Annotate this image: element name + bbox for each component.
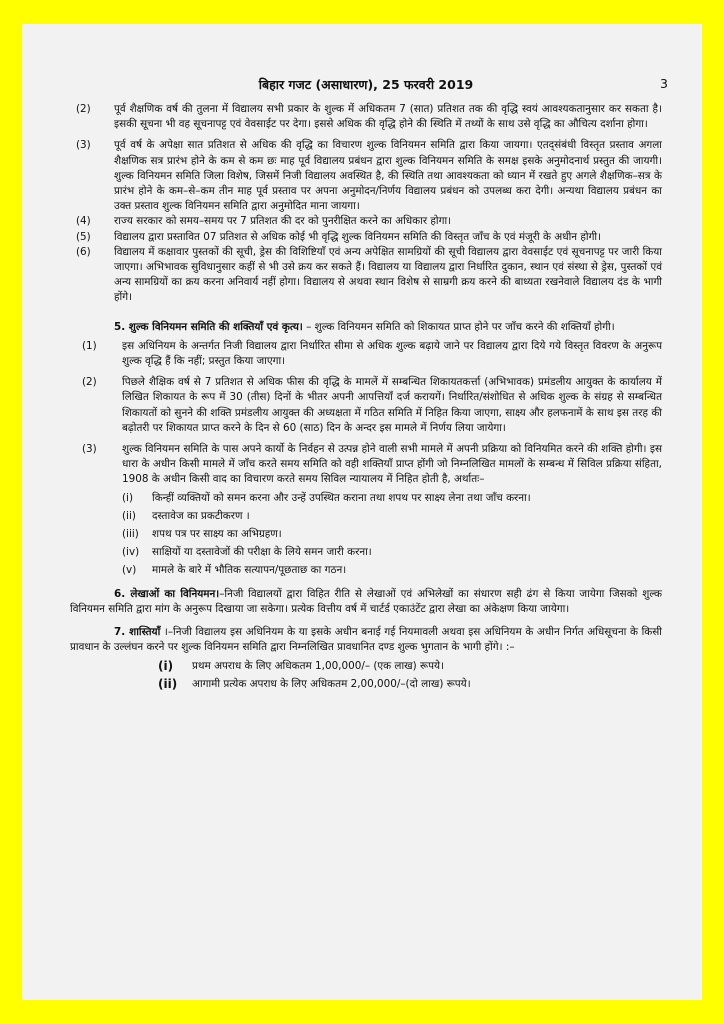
item-text: विद्यालय में कक्षावार पुस्तकों की सूची, ड्रेस की विशिष्टियाँ एवं अन्य अपेक्षित सामग्रियों की सूची विद्यालय द्वारा वेवसाईट एवं सूचनापट्ट पर जारी किया जाएगा। अभिभावक सुविधानुसार कहीं से भी उसे क्रय कर सकते हैं। विद्यालय या विद्यालय द्वारा निर्धारित दुकान, स्थान एवं संस्था से ड्रेस, पुस्तकों एवं अन्य सामग्रियों का क्रय करना अनिवार्य नहीं होगा। विद्यालय से अथवा स्थान विशेष से साम्रगी क्रय करने की बाध्यता रखनेवाले विद्यालय दंड के भागी होंगे।	[114, 245, 662, 304]
sub-item-number: (i)	[122, 491, 133, 504]
gazette-title: बिहार गजट (असाधारण), 25 फरवरी 2019	[258, 77, 474, 92]
list-item	[70, 375, 662, 436]
section-7	[70, 625, 662, 655]
sub-item-text: किन्हीं व्यक्तियों को समन करना और उन्हें उपस्थित कराना तथा शपथ पर साक्ष्य लेना तथा जाँच करना।	[152, 491, 531, 504]
list-item	[70, 339, 662, 369]
penalty-number: (i)	[158, 658, 174, 673]
sub-item-text: मामले के बारे में भौतिक सत्यापन/पूछताछ का गठन।	[152, 564, 347, 577]
sub-item	[122, 509, 662, 524]
sub-item-number: (ii)	[122, 509, 136, 522]
sub-item	[122, 491, 662, 506]
list-item	[70, 245, 662, 306]
item-text: शुल्क विनियमन समिति के पास अपने कार्यो के निर्वहन से उत्पन्न होने वाली सभी मामले में अपनी प्रक्रिया को विनियमित करने की शक्ति होगी। इस धारा के अधीन किसी मामले में जाँच करते समय समिति को वही शक्तियाँ प्राप्त होंगी जो निम्नलिखित मामलों के सम्बन्ध में सिविल प्रक्रिया संहिता, 1908 के अधीन किसी वाद का विचारण करते समय सिविल न्यायालय में निहित होती है, अर्थातः–	[122, 443, 662, 486]
item-number: (2)	[76, 103, 91, 115]
item-text: विद्यालय द्वारा प्रस्तावित 07 प्रतिशत से अधिक कोई भी वृद्धि शुल्क विनियमन समिति की विस्तृत जाँच के एवं मंजूरी के अधीन होगी।	[114, 230, 602, 243]
section-intro: – शुल्क विनियमन समिति को शिकायत प्राप्त होने पर जाँच करने की शक्तियाँ होगी।	[302, 320, 615, 333]
sub-item-text: साक्षियों या दस्तावेजों की परीक्षा के लिये समन जारी करना।	[152, 546, 372, 559]
sub-item	[122, 545, 662, 560]
section-text: –निजी विद्यालयों द्वारा विहित रीति से लेखाओं एवं अभिलेखों का संधारण सही ढंग से किया जायेगा जिसको शुल्क विनियमन समिति द्वारा मांग के अनुरूप दिखाया जा सकेगा। प्रत्येक वित्तीय वर्ष में चार्टर्ड एकाउंटेंट द्वारा लेखा का अंकेक्षण किया जायेगा।	[70, 587, 662, 615]
penalty-item	[158, 677, 662, 692]
section-6	[70, 587, 662, 617]
sub-item-number: (iv)	[122, 546, 140, 559]
penalty-item	[158, 659, 662, 674]
section-heading: 5. शुल्क विनियमन समिति की शक्तियाँ एवं कृत्य।	[114, 320, 303, 333]
sub-item	[122, 563, 662, 578]
item-text: इस अधिनियम के अन्तर्गत निजी विद्यालय द्वारा निर्धारित सीमा से अधिक शुल्क बढ़ाये जाने पर विद्यालय द्वारा दिये गये विस्तृत विवरण के अनुरूप शुल्क वृद्धि हैं कि नहीं; प्रस्तुत किया जाएगा।	[122, 339, 662, 368]
section-heading: 6. लेखाओं का विनियमन।	[114, 587, 220, 600]
item-number: (1)	[82, 339, 97, 352]
list-item	[70, 138, 662, 214]
item-number: (6)	[76, 245, 91, 258]
section-heading: 7. शास्तियाँ	[114, 626, 161, 639]
document-body	[70, 102, 662, 692]
sub-item	[122, 527, 662, 542]
gazette-page	[22, 24, 702, 1000]
item-text: पूर्व शैक्षणिक वर्ष की तुलना में विद्यालय सभी प्रकार के शुल्क में अधिकतम 7 (सात) प्रतिशत तक की वृद्धि स्वयं आवश्यकतानुसार कर सकता है। इसकी सूचना भी वह सूचनापट्ट एवं वेवसाईट पर देगा। इससे अधिक की वृद्धि होने की स्थिति में तथ्यों के साथ उसे वृद्धि का औचित्य दर्शाना होगा।	[114, 103, 662, 131]
list-item	[70, 102, 662, 132]
item-text: राज्य सरकार को समय–समय पर 7 प्रतिशत की दर को पुनरीक्षित करने का अधिकार होगा।	[114, 215, 452, 228]
item-number: (3)	[82, 443, 97, 456]
sub-item-number: (v)	[122, 564, 137, 577]
penalty-text: प्रथम अपराध के लिए अधिकतम 1,00,000/– (एक लाख) रूपये।	[192, 659, 444, 672]
penalty-number: (ii)	[158, 676, 178, 691]
item-number: (4)	[76, 215, 91, 228]
sub-item-number: (iii)	[122, 528, 139, 541]
section-text: ।–निजी विद्यालय इस अधिनियम के या इसके अधीन बनाई गई नियमावली अथवा इस अधिनियम के अधीन निर्गत अधिसूचना के किसी प्रावधान के उल्लंघन करने पर शुल्क विनियमन समिति द्वारा निम्नलिखित प्रावधानित दण्ड शुल्क भुगतान के भागी होंगे। :–	[70, 626, 662, 654]
page-number: 3	[660, 76, 668, 91]
item-number: (5)	[76, 230, 91, 243]
page-header	[70, 72, 668, 102]
sub-item-text: शपथ पत्र पर साक्ष्य का अभिग्रहण।	[152, 528, 282, 541]
penalty-text: आगामी प्रत्येक अपराध के लिए अधिकतम 2,00,000/–(दो लाख) रूपये।	[192, 677, 471, 690]
sub-item-text: दस्तावेज का प्रकटीकरण ।	[152, 509, 250, 522]
item-text: पिछले शैक्षिक वर्ष से 7 प्रतिशत से अधिक फीस की वृद्धि के मामलें में सम्बन्धित शिकायतकर्त्ता (अभिभावक) प्रमंडलीय आयुक्त के कार्यालय में लिखित शिकायत के रूप में 30 (तीस) दिनों के भीतर अपनी आपत्तियाँ दर्ज करायगें। निर्धारित/संशोधित से अधिक शुल्क के संग्रह से सम्बन्धित शिकायतों को सुनने की शक्ति प्रमंडलीय आयुक्त की अध्यक्षता में गठित समिति में निहित किया जाएगा, साक्ष्य और हलफनामें के साथ इस तरह की बढ़ोतरी पर शिकायत प्राप्त करने के दिन से 60 (साठ) दिन के अन्दर इस मामले में निर्णय लिया जायेगा।	[122, 376, 662, 434]
list-item	[70, 442, 662, 488]
list-item	[70, 230, 662, 245]
item-number: (2)	[82, 376, 97, 389]
item-text: पूर्व वर्ष के अपेक्षा सात प्रतिशत से अधिक की वृद्धि का विचारण शुल्क विनियमन समिति द्वारा किया जायगा। एतद्संबंधी विस्तृत प्रस्ताव अगला शैक्षणिक सत्र प्रारंभ होने के कम से कम छः माह पूर्व विद्यालय प्रबंधन द्वारा शुल्क विनियमन समिति के समक्ष इसके अनुमोदनार्थ प्रस्तुत की जायगी। शुल्क विनियमन समिति जिला विशेष, जिसमें निजी विद्यालय अवस्थित है, की स्थिति तथा आवश्यकता को ध्यान में रखते हुए अगले शैक्षणिक–सत्र के प्रारंभ होने के कम–से–कम तीन माह पूर्व प्रस्ताव पर अपना अनुमोदन/निर्णय विद्यालय प्रबंधन को उपलब्ध करा देगी। अन्यथा विद्यालय प्रबंधन का उक्त प्रस्ताव शुल्क विनियमन समिति द्वारा अनुमोदित माना जायगा।	[114, 139, 662, 213]
list-item	[70, 214, 662, 229]
item-number: (3)	[76, 139, 91, 152]
section-5	[70, 320, 662, 335]
